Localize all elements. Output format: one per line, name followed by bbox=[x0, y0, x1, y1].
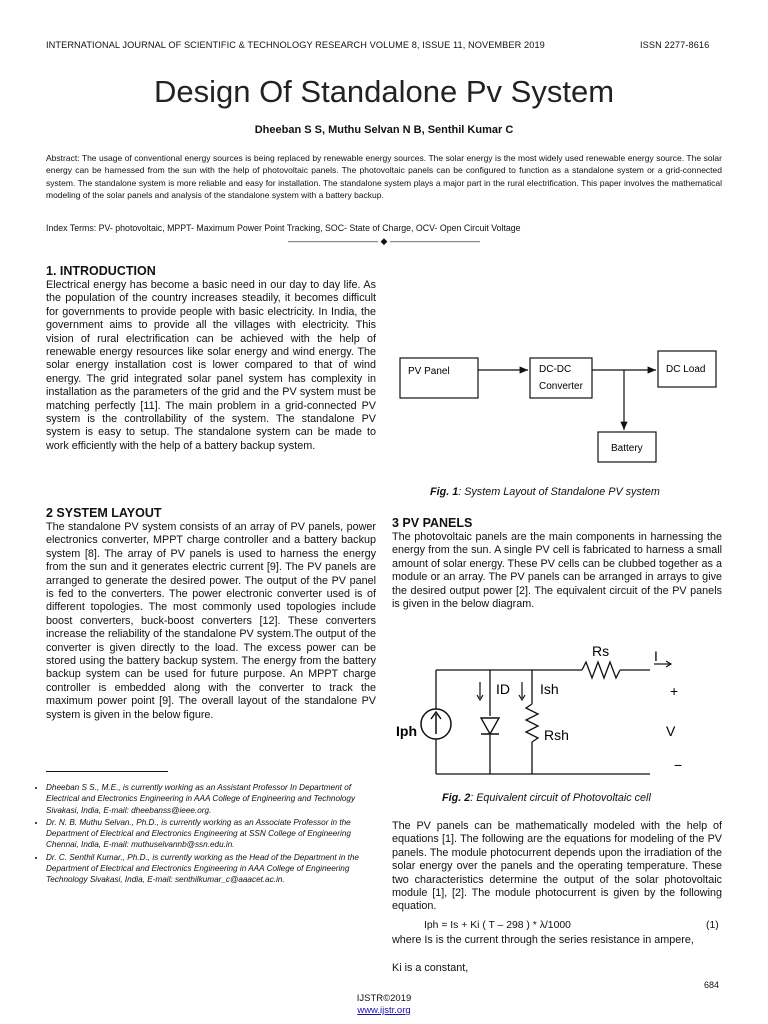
section-3-heading: 3 PV PANELS bbox=[392, 516, 473, 530]
equation-1: Iph = Is + Ki ( T – 298 ) * λ/1000 bbox=[424, 920, 571, 931]
dcdc-label-1: DC-DC bbox=[539, 364, 572, 375]
plus-label: + bbox=[670, 683, 679, 699]
battery-label: Battery bbox=[611, 443, 643, 454]
fig2-circuit bbox=[392, 640, 722, 780]
journal-header: INTERNATIONAL JOURNAL OF SCIENTIFIC & TECHNOLOGY RESEARCH VOLUME 8, ISSUE 11, NOVEMBER 2019 bbox=[46, 40, 545, 50]
footnote-1: • Dheeban S S., M.E., is currently working as an Assistant Professor In Department of Electrical and Electronics Engineering in AAA College of Engineering and Technology Sivakasi, India, E-mail: dheebanss@ieee.org. bbox=[46, 782, 366, 816]
section-1-heading: 1. INTRODUCTION bbox=[46, 264, 156, 278]
v-label: V bbox=[666, 723, 676, 739]
fig2-caption-label: Fig. 2 bbox=[442, 792, 471, 804]
pv-panel-label: PV Panel bbox=[408, 366, 450, 377]
section-3-text: The photovoltaic panels are the main components in harnessing the energy from the sun. A single PV cell is fabricated to harness a small amount of solar energy. These PV cells can be clubbed together as a module or an array. The PV panels can be arranged in arrays to give the desired output power [2]. The equivalent circuit of the PV panels is given in the below diagram. bbox=[392, 531, 722, 611]
dc-load-label: DC Load bbox=[666, 364, 706, 375]
i-label: I bbox=[654, 648, 658, 664]
iph-label: Iph bbox=[396, 723, 417, 739]
section-1-text: Electrical energy has become a basic need in our day to day life. As the population of the country increases steadily, it becomes difficult for governments to provide people with basic electricity. In India, the government aims to provide all the villages with electricity. This vision of rural electrification can be achieved with the help of renewable energy resources like solar energy and wind energy. The solar energy installation cost is lower compared to that of wind energy. The grid integrated solar panel system has complexity in installation as the parameters of the grid and the PV system must be matching perfectly [11]. The main problem in a grid-connected PV system is the controllability of the system. The standalone PV system is easy to setup. The standalone system can be made to work efficiently with the help of a battery backup system. bbox=[46, 279, 376, 452]
fig1-caption-label: Fig. 1 bbox=[430, 486, 459, 498]
fig1-caption bbox=[430, 486, 660, 498]
section-2-heading: 2 SYSTEM LAYOUT bbox=[46, 506, 162, 520]
separator: —————————— ◆ —————————— bbox=[288, 236, 480, 246]
diode bbox=[481, 718, 499, 734]
ish-label: Ish bbox=[540, 681, 559, 697]
footnote-3: • Dr. C. Senthil Kumar., Ph.D., is currently working as the Head of the Department in the Department of Electrical and Electronics Engineering in AAA College of Engineering Technology Sivakasi, India, E-mail: senthilkumar_c@aaacet.ac.in. bbox=[46, 852, 366, 886]
fig2-caption bbox=[442, 792, 651, 804]
id-label: ID bbox=[496, 681, 510, 697]
footer-journal: IJSTR©2019 bbox=[356, 993, 412, 1004]
footnote-2: • Dr. N. B. Muthu Selvan., Ph.D., is currently working as an Associate Professor in the Department of Electrical and Electronics Engineering at SSN College of Engineering Chennai, India, E-mail: muthuselvannb@ssn.edu.in. bbox=[46, 817, 366, 851]
section-3b-text: The PV panels can be mathematically modeled with the help of equations [1]. The following are the equations for modeling of the PV panels. The module photocurrent depends upon the irradiation of the solar energy over the panels and the operating temperature. These two characteristics determine the output of the solar photovoltaic module [1], [2]. The module photocurrent is given by the following equation. bbox=[392, 820, 722, 913]
paper-title: Design Of Standalone Pv System bbox=[153, 74, 615, 109]
abstract: Abstract: The usage of conventional energy sources is being replaced by renewable energy sources. The solar energy is the most widely used renewable energy source. The solar energy can be harnessed from the sun with the help of photovoltaic panels. The photovoltaic panels can be configured to function as a standalone system or a grid-connected system. The standalone system is more reliable and easy for installation. The standalone system plays a major part in the rural electrification. This paper involves the mathematical modeling of the solar panels and analysis of the standalone system with a battery backup. bbox=[46, 153, 722, 200]
pv-panel-box bbox=[400, 358, 478, 398]
footer-url-link[interactable]: www.ijstr.org bbox=[357, 1005, 411, 1016]
series-resistor bbox=[582, 662, 620, 678]
footnote-rule bbox=[46, 771, 168, 772]
equation-1-number: (1) bbox=[706, 920, 719, 931]
fig1-caption-text: : System Layout of Standalone PV system bbox=[458, 486, 660, 498]
fig1-diagram bbox=[392, 344, 722, 468]
dcdc-label-2: Converter bbox=[539, 381, 583, 392]
issn: ISSN 2277-8616 bbox=[640, 40, 710, 50]
shunt-resistor bbox=[526, 704, 538, 742]
footnotes bbox=[36, 782, 366, 887]
minus-label: − bbox=[674, 757, 683, 773]
section-2-text: The standalone PV system consists of an array of PV panels, power electronics converter, MPPT charge controller and a battery backup system [8]. The array of PV panels is used to harness the energy from the sun and it generates electric current [9]. The PV panels are arranged to generate the desired power. The output of the PV panel is fed to the converters. The power electronic converter used is of different topologies. The most commonly used topologies include boost converters, buck-boost converters [12]. These converters increase the reliability of the standalone PV system.The output of the converter is given directly to the load. The excess power can be stored using the battery backup system. The energy from the battery backup system can be used for future purpose. An MPPT charge controller is embedded along with the converter to track the maximum power point [9]. The overall layout of the standalone PV system is given in the below figure. bbox=[46, 521, 376, 721]
index-terms: Index Terms: PV- photovoltaic, MPPT- Maximum Power Point Tracking, SOC- State of Charge, OCV- Open Circuit Voltage bbox=[46, 223, 521, 233]
page-number: 684 bbox=[704, 980, 720, 990]
equation-where-1: where Is is the current through the series resistance in ampere, bbox=[392, 934, 694, 946]
authors: Dheeban S S, Muthu Selvan N B, Senthil Kumar C bbox=[254, 124, 514, 136]
rsh-label: Rsh bbox=[544, 727, 569, 743]
fig2-caption-text: : Equivalent circuit of Photovoltaic cell bbox=[470, 792, 651, 804]
rs-label: Rs bbox=[592, 643, 610, 659]
equation-where-2: Ki is a constant, bbox=[392, 962, 469, 974]
